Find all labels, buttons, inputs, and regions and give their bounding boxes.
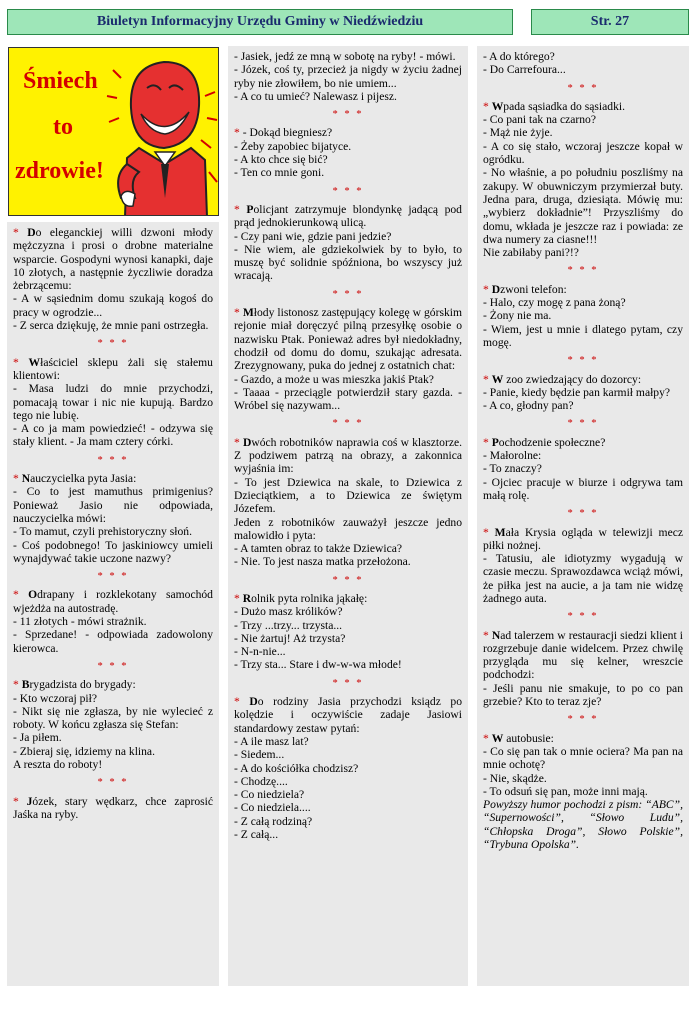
joke-line: - Nie. To jest nasza matka przełożona. — [234, 555, 411, 569]
joke-first-line — [13, 678, 213, 691]
joke-separator: * * * — [567, 265, 599, 277]
joke-line: - A ile masz lat? — [234, 734, 309, 748]
joke-separator: * * * — [567, 508, 599, 520]
joke-initial: B — [21, 678, 30, 692]
joke-line: - Ten co mnie goni. — [234, 166, 325, 180]
joke-initial: W — [491, 731, 504, 745]
joke-line: - To znaczy? — [483, 462, 542, 476]
joke-separator: * * * — [332, 185, 364, 197]
joke-first-line — [483, 732, 683, 745]
joke-line: - Kto wczoraj pił? — [13, 691, 98, 705]
laughing-man-illustration — [9, 48, 219, 216]
joke-line: - To mamut, czyli prehistoryczny słoń. — [13, 525, 192, 539]
joke-separator: * * * — [97, 571, 129, 583]
joke-lead-text: ała Krysia ogląda w telewizji mecz piłki nożnej. — [483, 525, 684, 552]
joke-separator: * * * — [97, 660, 129, 672]
joke-line: - To jest Dziewica na skale, to Dziewica z Dzieciątkiem, a to Dziewica ze świętym Józefem. — [234, 475, 462, 516]
joke-line: - Zbieraj się, idziemy na klina. — [13, 744, 155, 758]
joke — [13, 226, 213, 332]
joke-lead-text: ochodzenie społeczne? — [498, 435, 606, 449]
joke-first-line — [13, 588, 213, 615]
joke-line: - Panie, kiedy będzie pan karmił małpy? — [483, 385, 671, 399]
joke — [483, 283, 683, 349]
joke-separator: * * * — [332, 288, 364, 300]
joke — [483, 732, 683, 798]
joke-lead-text: rygadzista do brygady: — [29, 678, 136, 692]
column-left — [7, 222, 219, 986]
joke-first-line — [13, 472, 213, 485]
joke-asterisk: * — [13, 588, 29, 602]
joke-line: - Co się pan tak o mnie ociera? Ma pan na mnie ochotę? — [483, 744, 683, 772]
joke-first-line — [13, 356, 213, 383]
joke-separator: * * * — [97, 777, 129, 789]
joke-line: - Nie żartuj! Aż trzysta? — [234, 631, 346, 645]
joke-initial: O — [28, 588, 38, 602]
joke-line: - A tamten obraz to także Dziewica? — [234, 542, 403, 556]
joke-lead-text: o eleganckiej willi dzwoni młody mężczyzna i prosi o drobne materialne wsparcie. Gospodyni wynosi kanapki, daje 10 złotych, a następnie życzliwie doradza żebrzącemu: — [13, 226, 213, 293]
joke — [13, 356, 213, 449]
joke — [234, 126, 462, 179]
joke-line: - Ja piłem. — [13, 731, 62, 745]
joke-first-line — [483, 436, 683, 449]
joke — [234, 436, 462, 569]
joke-line: - Chodzę.... — [234, 774, 288, 788]
joke-first-line — [483, 283, 683, 296]
joke-initial: P — [491, 435, 499, 449]
joke-line: - Nie wiem, ale gdziekolwiek by to było, to muszę być solidnie spóźniona, bo wszyscy już wracają. — [234, 242, 462, 283]
joke-line: - Ojciec pracuje w biurze i odgrywa tam małą rolę. — [483, 475, 683, 502]
joke-separator: * * * — [567, 418, 599, 430]
laughter-banner — [8, 47, 219, 216]
joke-lead-text: wóch robotników naprawia coś w klasztorze. Z podziwem patrzą na obrazy, a zakonnica wyjaśnia im: — [234, 435, 463, 476]
joke-lead-text: olicjant zatrzymuje blondynkę jadącą pod prąd jednokierunkową ulicą. — [234, 202, 462, 230]
joke-lead-text: pada sąsiadka do sąsiadki. — [503, 99, 625, 113]
joke-lead-text: ózek, stary wędkarz, chce zaprosić Jaśka na ryby. — [13, 794, 213, 821]
joke-separator: * * * — [567, 714, 599, 726]
joke-line: - Tatusiu, ale idiotyzmy wygadują w czasie meczu. Sprawozdawca wciąż mówi, że piłka jest na aucie, a ja tam nie widzę żadnego auta. — [483, 552, 683, 605]
joke-line: - Józek, coś ty, przecież ja nigdy w życiu żadnej ryby nie złowiłem, bo nie umiem... — [234, 63, 462, 90]
joke-lead-text: olnik pyta rolnika jąkałę: — [251, 591, 368, 605]
joke-initial: N — [491, 628, 501, 642]
joke-initial: W — [28, 355, 41, 369]
joke-initial: R — [242, 591, 252, 605]
joke-lead-text: łody listonosz zastępujący kolegę w górskim rejonie miał doręczyć pilną przesyłkę osobie o nazwisku Ptak. Ponieważ adres był niedokładny, chodził od domu do domu, szukając adresata. Zrezygnowany, puka do jednej z ostatnich chat: — [234, 306, 462, 373]
page-number: Str. 27 — [590, 14, 630, 29]
joke-line: - Do Carrefoura... — [483, 63, 566, 77]
joke-asterisk: * — [483, 282, 492, 296]
joke-asterisk: * — [483, 628, 492, 642]
joke-initial: D — [27, 226, 36, 239]
joke-line: - A kto chce się bić? — [234, 153, 328, 167]
joke-initial: W — [491, 99, 504, 113]
joke-line: A reszta do roboty! — [13, 757, 103, 771]
joke — [483, 373, 683, 413]
joke-lead-text: ad talerzem w restauracji siedzi klient i rozgrzebuje danie widelcem. Przez chwilę przygląda mu się kelner, wreszcie podchodzi: — [483, 628, 683, 682]
joke — [234, 592, 462, 672]
joke — [483, 436, 683, 502]
joke-initial: D — [249, 695, 258, 709]
joke-separator: * * * — [97, 338, 129, 350]
joke — [483, 50, 683, 77]
joke-asterisk: * — [13, 355, 29, 369]
joke-line: - Wiem, jest u mnie i dlatego pytam, czy mogę. — [483, 322, 683, 349]
joke-line: - A co ja mam powiedzieć! - odzywa się stały klient. - Ja mam cztery córki. — [13, 422, 213, 449]
joke-initial: N — [21, 472, 31, 486]
joke — [13, 678, 213, 771]
joke-initial: M — [242, 306, 254, 320]
joke — [13, 795, 213, 822]
joke-line: Nie zabiłaby pani?!? — [483, 246, 579, 260]
header-title-bar — [7, 9, 513, 35]
joke-line: - Z całą rodziną? — [234, 814, 313, 828]
banner-word-2: to — [53, 114, 73, 140]
joke-line: - Masa ludzi do mnie przychodzi, pomacają towar i nic nie kupują. Bardzo tego nie lubię. — [13, 382, 213, 422]
joke-asterisk: * — [483, 525, 495, 539]
joke — [483, 100, 683, 260]
joke-line: - Co niedziela.... — [234, 801, 311, 815]
joke-line: - Co niedziela? — [234, 788, 305, 802]
joke-line: - Nie, skądże. — [483, 771, 547, 785]
banner-word-1: Śmiech — [23, 68, 98, 94]
column-middle — [228, 46, 468, 986]
source-note: Powyższy humor pochodzi z pism: “ABC”, “Supernowości”, “Słowo Ludu”, “Chłopska Droga”, Słowo Polskie”, “Trybuna Opolska”. — [483, 798, 683, 852]
joke-first-line — [483, 100, 683, 113]
joke — [234, 203, 462, 283]
joke-first-line — [13, 226, 213, 292]
joke-asterisk: * — [13, 678, 22, 692]
joke-line: - Trzy ...trzy... trzysta... — [234, 618, 343, 632]
joke-first-line — [234, 126, 462, 139]
joke-line: - Coś podobnego! To jaskiniowcy umieli wynajdywać takie uczone nazwy? — [13, 538, 213, 565]
joke-first-line — [483, 629, 683, 682]
joke-first-line — [13, 795, 213, 822]
joke-first-line — [483, 526, 683, 553]
joke-lead-text: zoo zwiedzający do dozorcy: — [503, 372, 642, 386]
joke-line: Jeden z robotników zauważył jeszcze jedno malowidło i pyta: — [234, 515, 462, 542]
joke-line: - Dużo masz królików? — [234, 605, 343, 619]
joke-asterisk: * — [13, 226, 28, 239]
joke-lead-text: o rodziny Jasia przychodzi ksiądz po kolędzie i oczywiście zadaje Jasiowi standardowy zestaw pytań: — [234, 695, 462, 735]
joke — [483, 629, 683, 709]
header-title: Biuletyn Informacyjny Urzędu Gminy w Niedźwiedziu — [96, 14, 424, 29]
joke-separator: * * * — [332, 574, 364, 586]
joke — [234, 50, 462, 103]
joke-line: - A w sąsiednim domu szukają kogoś do pracy w ogrodzie... — [13, 292, 213, 319]
joke — [13, 588, 213, 654]
joke-first-line — [234, 203, 462, 230]
joke-line: - A co tu umieć? Nalewasz i pijesz. — [234, 89, 397, 103]
joke-initial: D — [242, 435, 252, 449]
joke-line: - Taaaa - przeciągle potwierdził stary gazda. - Wróbel się nazywam... — [234, 385, 462, 413]
joke — [483, 526, 683, 606]
joke-line: - Jasiek, jedź ze mną w sobotę na ryby! - mówi. — [234, 50, 456, 63]
joke-asterisk: * — [13, 794, 27, 808]
joke-asterisk: * — [234, 435, 243, 449]
banner-word-3: zdrowie! — [15, 158, 104, 184]
joke-line: - To odsuń się pan, może inni mają. — [483, 784, 648, 798]
joke-initial: D — [491, 282, 501, 296]
joke-line: - Nikt się nie zgłasza, by nie wylecieć z roboty. W końcu zgłasza się Stefan: — [13, 704, 213, 732]
joke-asterisk: * — [483, 372, 492, 386]
joke — [13, 472, 213, 565]
joke-lead-text: zwoni telefon: — [500, 282, 567, 296]
joke-asterisk: * — [234, 126, 243, 140]
joke-separator: * * * — [332, 109, 364, 121]
joke-lead-text: drapany i rozklekotany samochód wjeżdża na autostradę. — [13, 588, 213, 615]
joke-line: - Co to jest mamuthus primigenius? Ponieważ Jasio nie odpowiada, nauczycielka mówi: — [13, 485, 213, 525]
joke-separator: * * * — [332, 677, 364, 689]
joke-asterisk: * — [234, 202, 247, 216]
joke-line: - Trzy sta... Stare i dw-w-wa młode! — [234, 658, 402, 672]
joke-asterisk: * — [483, 435, 492, 449]
joke-line: - A co, głodny pan? — [483, 399, 574, 413]
joke-asterisk: * — [234, 695, 250, 709]
joke-separator: * * * — [332, 418, 364, 430]
joke-line: - Jeśli panu nie smakuje, to po co pan grzebie? Kto to teraz zje? — [483, 681, 683, 709]
joke-line: - Małorolne: — [483, 449, 542, 463]
joke-line: - Żony nie ma. — [483, 309, 552, 323]
joke-initial: M — [494, 525, 506, 539]
joke-first-line — [234, 436, 462, 476]
joke-line: - A do którego? — [483, 50, 555, 63]
joke-initial: P — [246, 202, 254, 216]
joke-asterisk: * — [483, 99, 492, 113]
joke-initial: J — [26, 794, 33, 808]
joke-lead-text: łaściciel sklepu żali się stałemu klientowi: — [13, 355, 213, 382]
joke-line: - A do kościółka chodzisz? — [234, 761, 359, 775]
joke-lead-text: auczycielka pyta Jasia: — [30, 472, 137, 486]
joke-lead-text: autobusie: — [503, 731, 554, 745]
joke-first-line — [234, 592, 462, 605]
joke-first-line — [483, 373, 683, 386]
joke-line: - Sprzedane! - odpowiada zadowolony kierowca. — [13, 628, 213, 655]
joke-line: - Żeby zapobiec bijatyce. — [234, 139, 352, 153]
joke-line: - N-n-nie... — [234, 645, 286, 659]
joke-separator: * * * — [567, 611, 599, 623]
joke-line: - Z serca dziękuję, że mnie pani ostrzegła. — [13, 319, 209, 333]
joke-line: - Z całą... — [234, 828, 279, 842]
joke-asterisk: * — [13, 472, 22, 486]
joke-asterisk: * — [234, 591, 243, 605]
joke-asterisk: * — [234, 306, 243, 320]
page-number-bar — [531, 9, 689, 35]
joke-first-line — [234, 695, 462, 735]
joke — [234, 695, 462, 841]
joke-separator: * * * — [97, 454, 129, 466]
joke-first-line — [234, 306, 462, 372]
joke-separator: * * * — [567, 355, 599, 367]
joke-asterisk: * — [483, 731, 492, 745]
joke-line: - Halo, czy mogę z pana żoną? — [483, 296, 626, 310]
joke-line: - No właśnie, a po południu poszliśmy na zakupy. W obuwniczym przymierzał buty. Jedna para, druga, dziesiąta. Mówię mu: „wybierz dokładnie”! Przyszliśmy do domu, wkłada je jeszcze raz i powiada: ze dwa numery za ciasne!!! — [483, 166, 683, 246]
joke-line: - Mąż nie żyje. — [483, 126, 553, 140]
joke-lead-text: - Dokąd biegniesz? — [242, 126, 333, 140]
joke-line: - Gazdo, a może u was mieszka jakiś Ptak? — [234, 372, 434, 386]
joke-line: - 11 złotych - mówi strażnik. — [13, 615, 147, 629]
joke-line: - Co pani tak na czarno? — [483, 113, 596, 127]
joke — [234, 306, 462, 412]
joke-line: - A co się stało, wczoraj jeszcze kopał w ogródku. — [483, 139, 683, 167]
column-right — [477, 46, 689, 986]
joke-line: - Czy pani wie, gdzie pani jedzie? — [234, 229, 392, 243]
joke-initial: W — [491, 372, 504, 386]
joke-separator: * * * — [567, 82, 599, 94]
joke-line: - Siedem... — [234, 748, 285, 762]
